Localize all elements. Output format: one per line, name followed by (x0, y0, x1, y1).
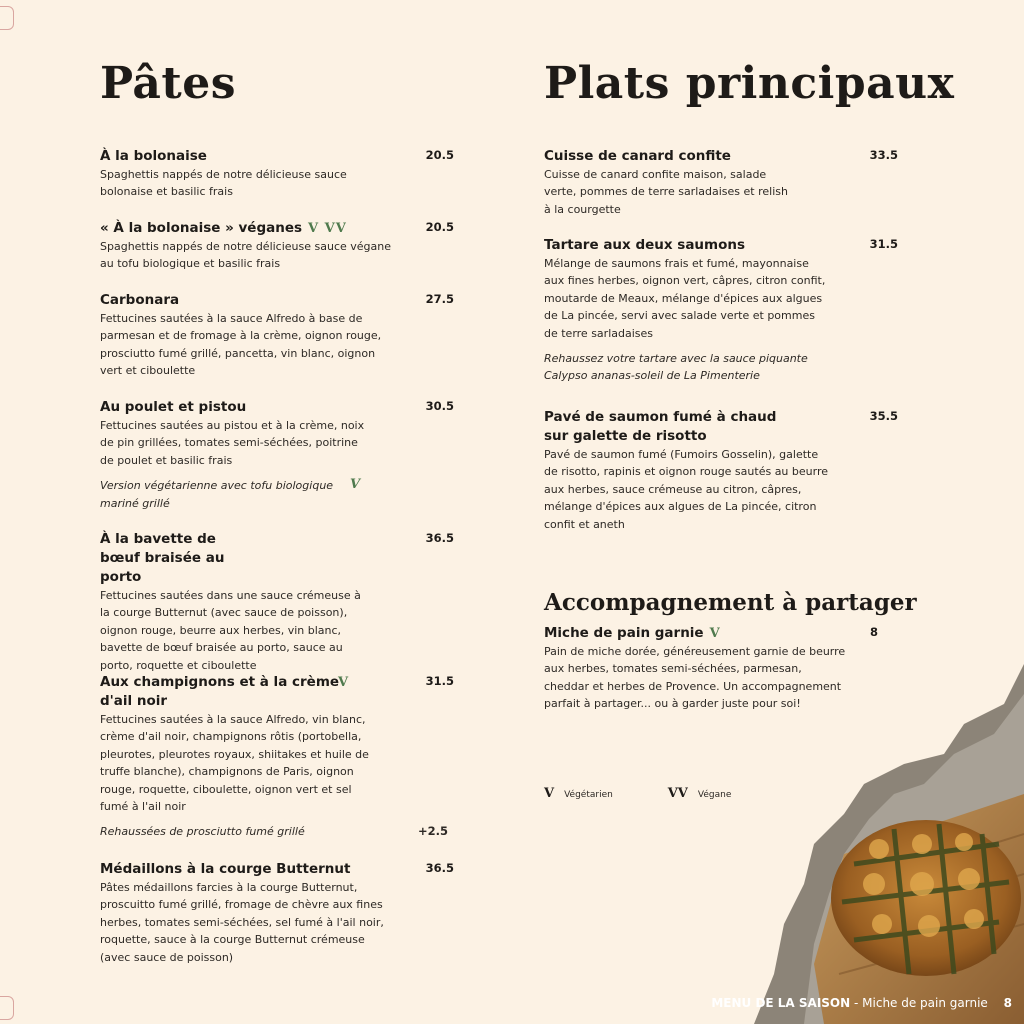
item-description: Spaghettis nappés de notre délicieuse sauce végane au tofu biologique et basilic frais (100, 240, 392, 271)
item-name: Médaillons à la courge Butternut (100, 861, 351, 877)
item-name: Tartare aux deux saumons (544, 237, 746, 253)
item-price: 8 (869, 625, 878, 639)
mains-title: Plats principaux (544, 58, 955, 109)
item-price: 30.5 (425, 399, 454, 413)
note-price: +2.5 (417, 824, 448, 839)
item-name: À la bolonaise (100, 148, 207, 164)
menu-item (544, 147, 904, 218)
item-price: 20.5 (425, 148, 454, 162)
page-corner-mark (0, 6, 14, 30)
share-title: Accompagnement à partager (544, 589, 917, 616)
menu-item (100, 291, 460, 380)
menu-item (100, 860, 460, 966)
item-name: Cuisse de canard confite (544, 148, 731, 164)
item-description: Mélange de saumons frais et fumé, mayonnaise aux fines herbes, oignon vert, câpres, citron confit, moutarde de Meaux, mélange d'épices aux algues de La pincée, servi avec salade verte et pommes de terre sarladaises (544, 257, 826, 340)
item-name: Miche de pain garnie (544, 625, 704, 641)
vegetarian-symbol: V (544, 786, 555, 801)
item-description: Fettucines sautées dans une sauce crémeuse à la courge Butternut (avec sauce de poisson), oignon rouge, beurre aux herbes, vin blanc, bavette de bœuf braisée au porto, sauce au porto, roquette et ciboulette (100, 589, 361, 672)
item-description: Pain de miche dorée, généreusement garnie de beurre aux herbes, tomates semi-séchées, parmesan, cheddar et herbes de Provence. Un accompagnement parfait à partager... ou à garder juste pour soi! (544, 645, 846, 711)
page-corner-mark (0, 996, 14, 1020)
item-price: 20.5 (425, 220, 454, 234)
menu-item (544, 408, 904, 533)
item-price: 36.5 (425, 861, 454, 875)
item-name: Au poulet et pistou (100, 399, 247, 415)
menu-item (100, 673, 460, 841)
note-text: Rehaussées de prosciutto fumé grillé (100, 825, 305, 839)
pasta-title: Pâtes (100, 58, 237, 109)
item-name: Carbonara (100, 292, 180, 308)
vegetarian-badge: V (709, 626, 721, 641)
item-note: Rehaussez votre tartare avec la sauce piquante Calypso ananas-soleil de La Pimenterie (544, 352, 808, 383)
bread-photo (664, 644, 1024, 1024)
item-name: Pavé de saumon fumé à chaud sur galette de risotto (544, 409, 777, 444)
item-name: « À la bolonaise » véganes (100, 220, 303, 236)
item-description: Fettucines sautées au pistou et à la crème, noix de pin grillées, tomates semi-séchées, poitrine de poulet et basilic frais (100, 419, 365, 467)
item-price: 31.5 (425, 674, 454, 688)
item-price: 36.5 (425, 531, 454, 545)
item-note (100, 823, 454, 840)
page-number: 8 (1003, 996, 1012, 1010)
note-text: Version végétarienne avec tofu biologique mariné grillé (100, 479, 334, 510)
footer-photo-caption: Miche de pain garnie (862, 996, 988, 1010)
vegetarian-badge: V (338, 675, 350, 690)
item-description: Spaghettis nappés de notre délicieuse sauce bolonaise et basilic frais (100, 168, 347, 199)
item-name: À la bavette de bœuf braisée au porto (100, 531, 225, 585)
item-price: 35.5 (869, 409, 898, 423)
menu-item (544, 236, 904, 385)
page-footer (711, 996, 1012, 1010)
item-description: Cuisse de canard confite maison, salade verte, pommes de terre sarladaises et relish à la courgette (544, 168, 788, 216)
menu-item (100, 219, 460, 273)
share-section (544, 589, 917, 616)
vegan-symbol: VV (667, 786, 688, 801)
item-name: Aux champignons et à la crème d'ail noir (100, 674, 340, 709)
item-price: 31.5 (869, 237, 898, 251)
menu-item (100, 530, 460, 674)
item-description: Fettucines sautées à la sauce Alfredo, vin blanc, crème d'ail noir, champignons rôtis (portobella, pleurotes, pleurotes royaux, shiitakes et huile de truffe blanche), champignons de Paris, oignon rouge, roquette, ciboulette, oignon vert et sel fumé à l'ail noir (100, 713, 369, 814)
menu-item (100, 398, 460, 512)
item-description: Fettucines sautées à la sauce Alfredo à base de parmesan et de fromage à la crème, oignon rouge, prosciutto fumé grillé, pancetta, vin blanc, oignon vert et ciboulette (100, 312, 382, 378)
item-note (100, 477, 360, 512)
item-price: 33.5 (869, 148, 898, 162)
item-description: Pâtes médaillons farcies à la courge Butternut, proscuitto fumé grillé, fromage de chèvre aux fines herbes, tomates semi-séchées, sel fumé à l'ail noir, roquette, sauce à la courge Butternut crémeuse (avec sauce de poisson) (100, 881, 384, 964)
item-description: Pavé de saumon fumé (Fumoirs Gosselin), galette de risotto, rapinis et oignon rouge sautés au beurre aux herbes, sauce crémeuse au citron, câpres, mélange d'épices aux algues de La pincée, citron confit et aneth (544, 448, 828, 531)
vegetarian-badge: V (350, 477, 362, 493)
vegan-label: Végane (697, 790, 732, 800)
menu-item (100, 147, 460, 201)
footer-separator: - (850, 996, 863, 1010)
vegetarian-label: Végétarien (564, 790, 613, 800)
vegan-badge: V VV (308, 221, 347, 236)
item-price: 27.5 (425, 292, 454, 306)
footer-section: MENU DE LA SAISON (711, 996, 851, 1010)
